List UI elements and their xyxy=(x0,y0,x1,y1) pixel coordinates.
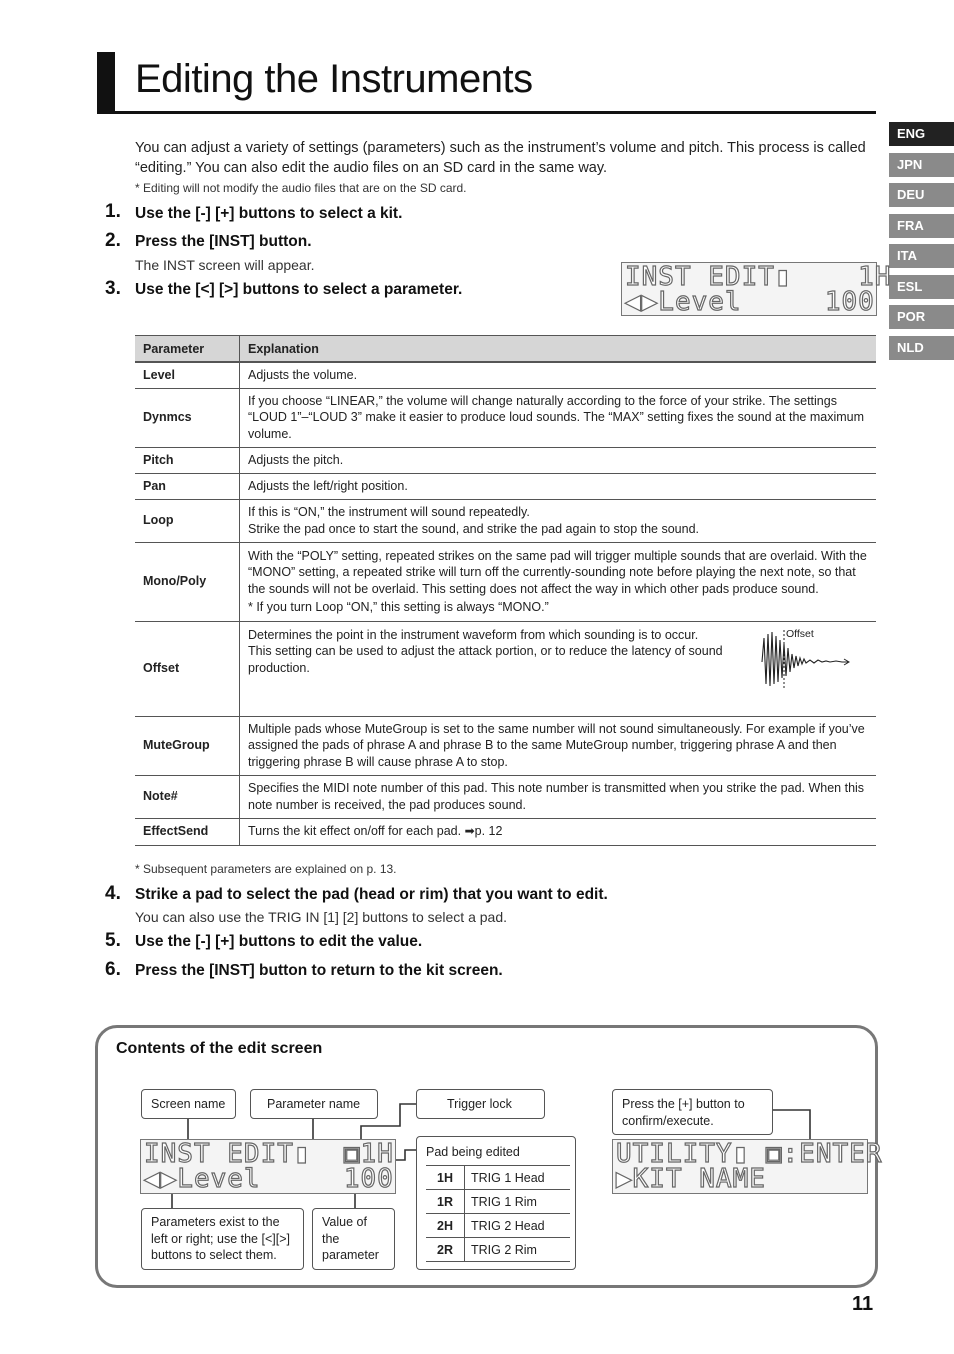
step-5-number: 5. xyxy=(105,930,121,951)
param-explanation: If you choose “LINEAR,” the volume will change naturally according to the force of your strike. The settings “LOUD 1”–“LOUD 3” make it easier to produce loud sounds. The “MAX” setting fixes the sound at the maximum volume. xyxy=(240,388,877,447)
param-name: Offset xyxy=(135,621,240,716)
pad-name: TRIG 1 Head xyxy=(465,1166,571,1190)
lcd-line-1: UTILITY▮ ▣:ENTER xyxy=(616,1139,883,1169)
param-name: Level xyxy=(135,362,240,388)
lang-tab-fra[interactable]: FRA xyxy=(889,214,954,238)
pad-code: 2H xyxy=(426,1214,465,1238)
lang-tab-nld[interactable]: NLD xyxy=(889,336,954,360)
step-5-text: Use the [-] [+] buttons to edit the value. xyxy=(135,933,423,950)
page-title: Editing the Instruments xyxy=(135,57,533,101)
lang-tab-ita[interactable]: ITA xyxy=(889,244,954,268)
param-explanation: Adjusts the volume. xyxy=(240,362,877,388)
param-name: EffectSend xyxy=(135,818,240,845)
step-4-subtext: You can also use the TRIG IN [1] [2] buttons to select a pad. xyxy=(135,909,508,925)
pad-code: 2R xyxy=(426,1238,465,1262)
trigger-lock-callout: Trigger lock xyxy=(416,1089,545,1119)
pad-being-edited-label: Pad being edited xyxy=(426,1145,520,1159)
screen-name-callout: Screen name xyxy=(141,1089,236,1119)
header-parameter: Parameter xyxy=(135,336,240,363)
lcd-line-2: ◀▶Level 100 xyxy=(625,287,875,317)
parameter-name-callout: Parameter name xyxy=(250,1089,378,1119)
lcd-line-2: ▶KIT NAME xyxy=(616,1164,766,1194)
lcd-line-1: INST EDIT▮ ▣1H xyxy=(144,1139,394,1169)
table-row xyxy=(426,1238,570,1262)
offset-figure-label: Offset xyxy=(786,627,814,640)
param-name: Dynmcs xyxy=(135,388,240,447)
lang-tab-jpn[interactable]: JPN xyxy=(889,153,954,177)
table-row xyxy=(426,1166,570,1190)
step-2-number: 2. xyxy=(105,230,121,251)
lcd-line-1: INST EDIT▮ 1H xyxy=(625,262,892,292)
step-2-text: Press the [INST] button. xyxy=(135,233,312,250)
intro-note: * Editing will not modify the audio files that are on the SD card. xyxy=(135,181,467,195)
step-2-subtext: The INST screen will appear. xyxy=(135,257,315,273)
inst-edit-lcd-example xyxy=(140,1139,396,1194)
intro-paragraph: You can adjust a variety of settings (parameters) such as the instrument’s volume and pitch. This process is called “editing.” You can also edit the audio files on an SD card in the same way. xyxy=(135,140,866,176)
lcd-line-2: ◀▶Level 100 xyxy=(144,1164,394,1194)
arrow-right-icon: ➡ xyxy=(464,824,475,839)
table-footnote: * Subsequent parameters are explained on p. 13. xyxy=(135,862,397,876)
lang-tab-por[interactable]: POR xyxy=(889,305,954,329)
value-callout: Value of the parameter xyxy=(312,1208,395,1270)
param-explanation: Specifies the MIDI note number of this pad. This note number is transmitted when you strike the pad. When this note number is received, the pad produces sound. xyxy=(240,775,877,818)
pad-table xyxy=(426,1165,570,1262)
pad-name: TRIG 2 Head xyxy=(465,1214,571,1238)
step-4-text: Strike a pad to select the pad (head or rim) that you want to edit. xyxy=(135,886,608,903)
step-3-text: Use the [<] [>] buttons to select a parameter. xyxy=(135,281,463,298)
param-name: Pitch xyxy=(135,447,240,473)
param-explanation: Adjusts the pitch. xyxy=(240,447,877,473)
param-name: MuteGroup xyxy=(135,716,240,775)
confirm-callout: Press the [+] button to confirm/execute. xyxy=(612,1089,773,1135)
param-explanation: If this is “ON,” the instrument will sound repeatedly. Strike the pad once to start the sound, and strike the pad again to stop the sound. xyxy=(240,499,877,542)
step-6-number: 6. xyxy=(105,959,121,980)
param-name: Note# xyxy=(135,775,240,818)
table-row xyxy=(426,1214,570,1238)
param-explanation: With the “POLY” setting, repeated strikes on the same pad will trigger multiple sounds that are overlaid. With the “MONO” setting, a repeated strike will turn off the currently-sounding note before playing the next note, so that the sounds will not be overlaid. This setting does not affect the way in which other pads produce sound. xyxy=(248,548,867,596)
lang-tab-deu[interactable]: DEU xyxy=(889,183,954,207)
param-note: * If you turn Loop “ON,” this setting is always “MONO.” xyxy=(248,600,549,614)
param-explanation: Turns the kit effect on/off for each pad. xyxy=(248,824,462,839)
param-name: Loop xyxy=(135,499,240,542)
step-1-number: 1. xyxy=(105,201,121,222)
edit-screen-heading: Contents of the edit screen xyxy=(116,1040,323,1057)
page-reference-link[interactable]: p. 12 xyxy=(474,824,503,839)
step-3-number: 3. xyxy=(105,278,121,299)
lang-tab-eng[interactable]: ENG xyxy=(889,122,954,146)
pad-code: 1H xyxy=(426,1166,465,1190)
params-exist-callout: Parameters exist to the left or right; use the [<][>] buttons to select them. xyxy=(141,1208,304,1270)
table-row xyxy=(426,1190,570,1214)
param-name: Mono/Poly xyxy=(135,542,240,621)
param-explanation: Adjusts the left/right position. xyxy=(240,473,877,499)
step-1-text: Use the [-] [+] buttons to select a kit. xyxy=(135,205,403,222)
pad-code: 1R xyxy=(426,1190,465,1214)
pad-name: TRIG 1 Rim xyxy=(465,1190,571,1214)
header-explanation: Explanation xyxy=(240,336,877,363)
param-explanation: Determines the point in the instrument waveform from which sounding is to occur. This setting can be used to adjust the attack portion, or to reduce the latency of sound production. xyxy=(248,627,723,675)
lang-tab-esl[interactable]: ESL xyxy=(889,275,954,299)
param-explanation: Multiple pads whose MuteGroup is set to the same number will not sound simultaneously. For example if you’ve assigned the pads of phrase A and phrase B to the same MuteGroup number, triggering phrase A and then triggering phrase B will cause phrase A to stop. xyxy=(240,716,877,775)
pad-name: TRIG 2 Rim xyxy=(465,1238,571,1262)
param-name: Pan xyxy=(135,473,240,499)
utility-lcd-example xyxy=(612,1139,883,1194)
step-6-text: Press the [INST] button to return to the kit screen. xyxy=(135,962,503,979)
step-4-number: 4. xyxy=(105,883,121,904)
page-number: 11 xyxy=(852,1293,874,1315)
